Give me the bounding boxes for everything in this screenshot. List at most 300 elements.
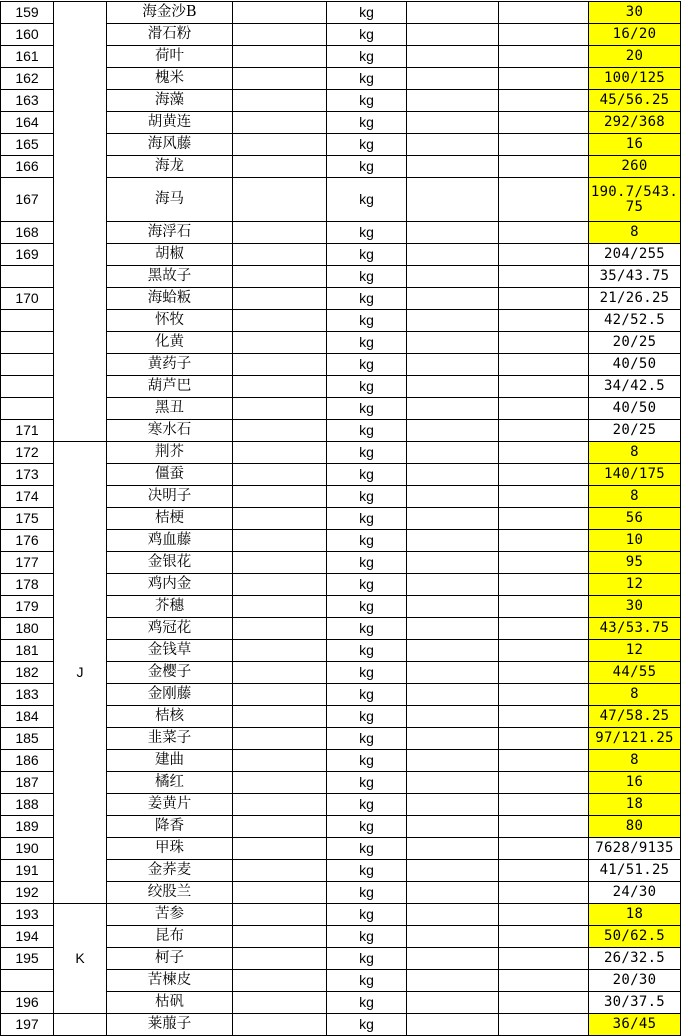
item-name-cell[interactable]: 金银花 xyxy=(107,552,233,574)
row-number-cell[interactable]: 166 xyxy=(1,156,54,178)
empty-cell[interactable] xyxy=(407,970,499,992)
empty-cell[interactable] xyxy=(407,574,499,596)
row-number-cell[interactable]: 177 xyxy=(1,552,54,574)
item-name-cell[interactable]: 苦楝皮 xyxy=(107,970,233,992)
highlighted-price-cell[interactable]: 12 xyxy=(589,640,681,662)
item-name-cell[interactable]: 荷叶 xyxy=(107,46,233,68)
empty-cell[interactable] xyxy=(233,24,327,46)
unit-cell[interactable]: kg xyxy=(327,684,407,706)
empty-cell[interactable] xyxy=(233,1014,327,1036)
item-name-cell[interactable]: 金樱子 xyxy=(107,662,233,684)
empty-cell[interactable] xyxy=(233,486,327,508)
empty-cell[interactable] xyxy=(407,112,499,134)
price-cell[interactable]: 20/25 xyxy=(589,420,681,442)
highlighted-price-cell[interactable]: 8 xyxy=(589,442,681,464)
highlighted-price-cell[interactable]: 140/175 xyxy=(589,464,681,486)
empty-cell[interactable] xyxy=(499,134,589,156)
empty-cell[interactable] xyxy=(407,46,499,68)
unit-cell[interactable]: kg xyxy=(327,508,407,530)
highlighted-price-cell[interactable]: 80 xyxy=(589,816,681,838)
empty-cell[interactable] xyxy=(499,728,589,750)
empty-cell[interactable] xyxy=(407,1014,499,1036)
item-name-cell[interactable]: 滑石粉 xyxy=(107,24,233,46)
empty-cell[interactable] xyxy=(233,904,327,926)
row-number-cell[interactable]: 180 xyxy=(1,618,54,640)
unit-cell[interactable]: kg xyxy=(327,376,407,398)
item-name-cell[interactable]: 怀牧 xyxy=(107,310,233,332)
row-number-cell[interactable] xyxy=(1,266,54,288)
highlighted-price-cell[interactable]: 18 xyxy=(589,904,681,926)
unit-cell[interactable]: kg xyxy=(327,266,407,288)
item-name-cell[interactable]: 金钱草 xyxy=(107,640,233,662)
unit-cell[interactable]: kg xyxy=(327,464,407,486)
row-number-cell[interactable]: 162 xyxy=(1,68,54,90)
row-number-cell[interactable]: 193 xyxy=(1,904,54,926)
row-number-cell[interactable] xyxy=(1,354,54,376)
empty-cell[interactable] xyxy=(499,68,589,90)
unit-cell[interactable]: kg xyxy=(327,354,407,376)
empty-cell[interactable] xyxy=(233,310,327,332)
highlighted-price-cell[interactable]: 292/368 xyxy=(589,112,681,134)
empty-cell[interactable] xyxy=(499,926,589,948)
unit-cell[interactable]: kg xyxy=(327,904,407,926)
empty-cell[interactable] xyxy=(499,552,589,574)
row-number-cell[interactable]: 183 xyxy=(1,684,54,706)
empty-cell[interactable] xyxy=(499,596,589,618)
item-name-cell[interactable]: 桔核 xyxy=(107,706,233,728)
row-number-cell[interactable]: 175 xyxy=(1,508,54,530)
empty-cell[interactable] xyxy=(407,838,499,860)
empty-cell[interactable] xyxy=(233,948,327,970)
empty-cell[interactable] xyxy=(407,728,499,750)
empty-cell[interactable] xyxy=(407,90,499,112)
empty-cell[interactable] xyxy=(407,706,499,728)
item-name-cell[interactable]: 胡黄连 xyxy=(107,112,233,134)
empty-cell[interactable] xyxy=(499,2,589,24)
unit-cell[interactable]: kg xyxy=(327,728,407,750)
row-number-cell[interactable]: 176 xyxy=(1,530,54,552)
row-number-cell[interactable]: 194 xyxy=(1,926,54,948)
unit-cell[interactable]: kg xyxy=(327,24,407,46)
unit-cell[interactable]: kg xyxy=(327,882,407,904)
empty-cell[interactable] xyxy=(233,706,327,728)
item-name-cell[interactable]: 芥穗 xyxy=(107,596,233,618)
empty-cell[interactable] xyxy=(233,860,327,882)
empty-cell[interactable] xyxy=(233,728,327,750)
empty-cell[interactable] xyxy=(233,464,327,486)
empty-cell[interactable] xyxy=(499,618,589,640)
empty-cell[interactable] xyxy=(499,310,589,332)
empty-cell[interactable] xyxy=(407,332,499,354)
item-name-cell[interactable]: 绞股兰 xyxy=(107,882,233,904)
unit-cell[interactable]: kg xyxy=(327,1014,407,1036)
row-number-cell[interactable]: 197 xyxy=(1,1014,54,1036)
item-name-cell[interactable]: 海龙 xyxy=(107,156,233,178)
empty-cell[interactable] xyxy=(233,508,327,530)
group-letter-cell[interactable] xyxy=(54,2,107,442)
empty-cell[interactable] xyxy=(499,376,589,398)
highlighted-price-cell[interactable]: 260 xyxy=(589,156,681,178)
unit-cell[interactable]: kg xyxy=(327,574,407,596)
empty-cell[interactable] xyxy=(233,970,327,992)
empty-cell[interactable] xyxy=(407,398,499,420)
empty-cell[interactable] xyxy=(407,156,499,178)
empty-cell[interactable] xyxy=(499,882,589,904)
unit-cell[interactable]: kg xyxy=(327,46,407,68)
empty-cell[interactable] xyxy=(499,332,589,354)
empty-cell[interactable] xyxy=(233,178,327,222)
empty-cell[interactable] xyxy=(233,926,327,948)
empty-cell[interactable] xyxy=(407,376,499,398)
item-name-cell[interactable]: 鸡内金 xyxy=(107,574,233,596)
empty-cell[interactable] xyxy=(233,134,327,156)
empty-cell[interactable] xyxy=(407,2,499,24)
group-letter-cell[interactable]: J xyxy=(54,442,107,904)
unit-cell[interactable]: kg xyxy=(327,552,407,574)
unit-cell[interactable]: kg xyxy=(327,486,407,508)
highlighted-price-cell[interactable]: 8 xyxy=(589,222,681,244)
empty-cell[interactable] xyxy=(499,530,589,552)
empty-cell[interactable] xyxy=(233,640,327,662)
unit-cell[interactable]: kg xyxy=(327,970,407,992)
empty-cell[interactable] xyxy=(233,662,327,684)
row-number-cell[interactable]: 169 xyxy=(1,244,54,266)
empty-cell[interactable] xyxy=(499,574,589,596)
unit-cell[interactable]: kg xyxy=(327,772,407,794)
unit-cell[interactable]: kg xyxy=(327,332,407,354)
unit-cell[interactable]: kg xyxy=(327,420,407,442)
row-number-cell[interactable]: 185 xyxy=(1,728,54,750)
empty-cell[interactable] xyxy=(233,376,327,398)
row-number-cell[interactable]: 178 xyxy=(1,574,54,596)
empty-cell[interactable] xyxy=(499,970,589,992)
empty-cell[interactable] xyxy=(499,442,589,464)
item-name-cell[interactable]: 降香 xyxy=(107,816,233,838)
empty-cell[interactable] xyxy=(407,794,499,816)
item-name-cell[interactable]: 建曲 xyxy=(107,750,233,772)
price-cell[interactable]: 35/43.75 xyxy=(589,266,681,288)
item-name-cell[interactable]: 化黄 xyxy=(107,332,233,354)
row-number-cell[interactable]: 174 xyxy=(1,486,54,508)
price-cell[interactable]: 204/255 xyxy=(589,244,681,266)
item-name-cell[interactable]: 黄药子 xyxy=(107,354,233,376)
price-cell[interactable]: 21/26.25 xyxy=(589,288,681,310)
empty-cell[interactable] xyxy=(407,750,499,772)
item-name-cell[interactable]: 枯矾 xyxy=(107,992,233,1014)
empty-cell[interactable] xyxy=(499,46,589,68)
row-number-cell[interactable]: 189 xyxy=(1,816,54,838)
row-number-cell[interactable]: 184 xyxy=(1,706,54,728)
empty-cell[interactable] xyxy=(407,618,499,640)
empty-cell[interactable] xyxy=(499,706,589,728)
empty-cell[interactable] xyxy=(499,794,589,816)
empty-cell[interactable] xyxy=(407,420,499,442)
highlighted-price-cell[interactable]: 8 xyxy=(589,750,681,772)
empty-cell[interactable] xyxy=(233,266,327,288)
empty-cell[interactable] xyxy=(499,354,589,376)
item-name-cell[interactable]: 金荞麦 xyxy=(107,860,233,882)
empty-cell[interactable] xyxy=(499,1014,589,1036)
highlighted-price-cell[interactable]: 44/55 xyxy=(589,662,681,684)
price-cell[interactable]: 34/42.5 xyxy=(589,376,681,398)
price-cell[interactable]: 7628/9135 xyxy=(589,838,681,860)
empty-cell[interactable] xyxy=(499,816,589,838)
empty-cell[interactable] xyxy=(233,816,327,838)
price-cell[interactable]: 20/30 xyxy=(589,970,681,992)
empty-cell[interactable] xyxy=(407,266,499,288)
row-number-cell[interactable]: 186 xyxy=(1,750,54,772)
empty-cell[interactable] xyxy=(407,288,499,310)
empty-cell[interactable] xyxy=(233,398,327,420)
row-number-cell[interactable]: 171 xyxy=(1,420,54,442)
unit-cell[interactable]: kg xyxy=(327,926,407,948)
item-name-cell[interactable]: 葫芦巴 xyxy=(107,376,233,398)
empty-cell[interactable] xyxy=(407,596,499,618)
item-name-cell[interactable]: 荆芥 xyxy=(107,442,233,464)
empty-cell[interactable] xyxy=(407,684,499,706)
unit-cell[interactable]: kg xyxy=(327,640,407,662)
row-number-cell[interactable]: 164 xyxy=(1,112,54,134)
unit-cell[interactable]: kg xyxy=(327,706,407,728)
empty-cell[interactable] xyxy=(233,618,327,640)
empty-cell[interactable] xyxy=(499,244,589,266)
highlighted-price-cell[interactable]: 47/58.25 xyxy=(589,706,681,728)
item-name-cell[interactable]: 海藻 xyxy=(107,90,233,112)
empty-cell[interactable] xyxy=(499,90,589,112)
item-name-cell[interactable]: 决明子 xyxy=(107,486,233,508)
unit-cell[interactable]: kg xyxy=(327,310,407,332)
empty-cell[interactable] xyxy=(233,574,327,596)
empty-cell[interactable] xyxy=(407,134,499,156)
row-number-cell[interactable]: 159 xyxy=(1,2,54,24)
item-name-cell[interactable]: 僵蚕 xyxy=(107,464,233,486)
item-name-cell[interactable]: 胡椒 xyxy=(107,244,233,266)
highlighted-price-cell[interactable]: 12 xyxy=(589,574,681,596)
empty-cell[interactable] xyxy=(499,288,589,310)
row-number-cell[interactable] xyxy=(1,332,54,354)
highlighted-price-cell[interactable]: 18 xyxy=(589,794,681,816)
row-number-cell[interactable]: 181 xyxy=(1,640,54,662)
row-number-cell[interactable]: 160 xyxy=(1,24,54,46)
group-letter-cell[interactable]: K xyxy=(54,904,107,1014)
row-number-cell[interactable] xyxy=(1,376,54,398)
empty-cell[interactable] xyxy=(233,90,327,112)
row-number-cell[interactable]: 187 xyxy=(1,772,54,794)
empty-cell[interactable] xyxy=(499,420,589,442)
item-name-cell[interactable]: 寒水石 xyxy=(107,420,233,442)
price-cell[interactable]: 20/25 xyxy=(589,332,681,354)
empty-cell[interactable] xyxy=(407,442,499,464)
empty-cell[interactable] xyxy=(233,684,327,706)
empty-cell[interactable] xyxy=(499,156,589,178)
highlighted-price-cell[interactable]: 43/53.75 xyxy=(589,618,681,640)
empty-cell[interactable] xyxy=(233,442,327,464)
empty-cell[interactable] xyxy=(407,244,499,266)
unit-cell[interactable]: kg xyxy=(327,398,407,420)
unit-cell[interactable]: kg xyxy=(327,134,407,156)
highlighted-price-cell[interactable]: 45/56.25 xyxy=(589,90,681,112)
price-cell[interactable]: 40/50 xyxy=(589,398,681,420)
empty-cell[interactable] xyxy=(233,530,327,552)
price-cell[interactable]: 30/37.5 xyxy=(589,992,681,1014)
item-name-cell[interactable]: 海浮石 xyxy=(107,222,233,244)
item-name-cell[interactable]: 橘红 xyxy=(107,772,233,794)
group-letter-cell[interactable] xyxy=(54,1014,107,1036)
row-number-cell[interactable] xyxy=(1,398,54,420)
highlighted-price-cell[interactable]: 95 xyxy=(589,552,681,574)
empty-cell[interactable] xyxy=(407,354,499,376)
row-number-cell[interactable]: 172 xyxy=(1,442,54,464)
empty-cell[interactable] xyxy=(499,904,589,926)
unit-cell[interactable]: kg xyxy=(327,596,407,618)
highlighted-price-cell[interactable]: 97/121.25 xyxy=(589,728,681,750)
highlighted-price-cell[interactable]: 16 xyxy=(589,772,681,794)
empty-cell[interactable] xyxy=(407,992,499,1014)
item-name-cell[interactable]: 莱菔子 xyxy=(107,1014,233,1036)
row-number-cell[interactable]: 161 xyxy=(1,46,54,68)
row-number-cell[interactable]: 173 xyxy=(1,464,54,486)
empty-cell[interactable] xyxy=(233,222,327,244)
row-number-cell[interactable]: 195 xyxy=(1,948,54,970)
item-name-cell[interactable]: 海风藤 xyxy=(107,134,233,156)
highlighted-price-cell[interactable]: 16/20 xyxy=(589,24,681,46)
empty-cell[interactable] xyxy=(407,552,499,574)
price-cell[interactable]: 42/52.5 xyxy=(589,310,681,332)
unit-cell[interactable]: kg xyxy=(327,794,407,816)
empty-cell[interactable] xyxy=(499,266,589,288)
empty-cell[interactable] xyxy=(233,68,327,90)
empty-cell[interactable] xyxy=(233,354,327,376)
item-name-cell[interactable]: 昆布 xyxy=(107,926,233,948)
row-number-cell[interactable] xyxy=(1,970,54,992)
highlighted-price-cell[interactable]: 50/62.5 xyxy=(589,926,681,948)
empty-cell[interactable] xyxy=(499,992,589,1014)
unit-cell[interactable]: kg xyxy=(327,816,407,838)
highlighted-price-cell[interactable]: 56 xyxy=(589,508,681,530)
item-name-cell[interactable]: 甲珠 xyxy=(107,838,233,860)
row-number-cell[interactable]: 196 xyxy=(1,992,54,1014)
empty-cell[interactable] xyxy=(499,178,589,222)
empty-cell[interactable] xyxy=(233,332,327,354)
price-cell[interactable]: 40/50 xyxy=(589,354,681,376)
empty-cell[interactable] xyxy=(407,816,499,838)
empty-cell[interactable] xyxy=(233,112,327,134)
row-number-cell[interactable]: 165 xyxy=(1,134,54,156)
price-cell[interactable]: 41/51.25 xyxy=(589,860,681,882)
empty-cell[interactable] xyxy=(233,838,327,860)
empty-cell[interactable] xyxy=(499,24,589,46)
empty-cell[interactable] xyxy=(499,112,589,134)
row-number-cell[interactable]: 179 xyxy=(1,596,54,618)
row-number-cell[interactable]: 170 xyxy=(1,288,54,310)
empty-cell[interactable] xyxy=(407,178,499,222)
unit-cell[interactable]: kg xyxy=(327,112,407,134)
empty-cell[interactable] xyxy=(499,860,589,882)
empty-cell[interactable] xyxy=(233,420,327,442)
empty-cell[interactable] xyxy=(407,464,499,486)
empty-cell[interactable] xyxy=(407,882,499,904)
highlighted-price-cell[interactable]: 10 xyxy=(589,530,681,552)
item-name-cell[interactable]: 鸡血藤 xyxy=(107,530,233,552)
unit-cell[interactable]: kg xyxy=(327,68,407,90)
unit-cell[interactable]: kg xyxy=(327,156,407,178)
row-number-cell[interactable]: 182 xyxy=(1,662,54,684)
unit-cell[interactable]: kg xyxy=(327,530,407,552)
unit-cell[interactable]: kg xyxy=(327,442,407,464)
row-number-cell[interactable]: 168 xyxy=(1,222,54,244)
unit-cell[interactable]: kg xyxy=(327,288,407,310)
empty-cell[interactable] xyxy=(233,882,327,904)
empty-cell[interactable] xyxy=(233,750,327,772)
highlighted-price-cell[interactable]: 16 xyxy=(589,134,681,156)
unit-cell[interactable]: kg xyxy=(327,860,407,882)
price-cell[interactable]: 26/32.5 xyxy=(589,948,681,970)
row-number-cell[interactable]: 191 xyxy=(1,860,54,882)
item-name-cell[interactable]: 黑故子 xyxy=(107,266,233,288)
empty-cell[interactable] xyxy=(233,992,327,1014)
unit-cell[interactable]: kg xyxy=(327,662,407,684)
item-name-cell[interactable]: 金刚藤 xyxy=(107,684,233,706)
row-number-cell[interactable]: 192 xyxy=(1,882,54,904)
empty-cell[interactable] xyxy=(499,398,589,420)
empty-cell[interactable] xyxy=(407,860,499,882)
item-name-cell[interactable]: 姜黄片 xyxy=(107,794,233,816)
unit-cell[interactable]: kg xyxy=(327,222,407,244)
item-name-cell[interactable]: 苦参 xyxy=(107,904,233,926)
unit-cell[interactable]: kg xyxy=(327,244,407,266)
empty-cell[interactable] xyxy=(407,926,499,948)
item-name-cell[interactable]: 桔梗 xyxy=(107,508,233,530)
row-number-cell[interactable]: 190 xyxy=(1,838,54,860)
unit-cell[interactable]: kg xyxy=(327,178,407,222)
empty-cell[interactable] xyxy=(499,838,589,860)
empty-cell[interactable] xyxy=(499,464,589,486)
empty-cell[interactable] xyxy=(499,772,589,794)
empty-cell[interactable] xyxy=(407,662,499,684)
empty-cell[interactable] xyxy=(499,222,589,244)
empty-cell[interactable] xyxy=(233,288,327,310)
highlighted-price-cell[interactable]: 8 xyxy=(589,486,681,508)
row-number-cell[interactable]: 167 xyxy=(1,178,54,222)
unit-cell[interactable]: kg xyxy=(327,618,407,640)
empty-cell[interactable] xyxy=(233,2,327,24)
row-number-cell[interactable]: 188 xyxy=(1,794,54,816)
empty-cell[interactable] xyxy=(407,530,499,552)
empty-cell[interactable] xyxy=(499,750,589,772)
row-number-cell[interactable] xyxy=(1,310,54,332)
empty-cell[interactable] xyxy=(499,684,589,706)
unit-cell[interactable]: kg xyxy=(327,992,407,1014)
highlighted-price-cell[interactable]: 100/125 xyxy=(589,68,681,90)
item-name-cell[interactable]: 柯子 xyxy=(107,948,233,970)
highlighted-price-cell[interactable]: 190.7/543.75 xyxy=(589,178,681,222)
item-name-cell[interactable]: 海蛤粄 xyxy=(107,288,233,310)
unit-cell[interactable]: kg xyxy=(327,90,407,112)
item-name-cell[interactable]: 鸡冠花 xyxy=(107,618,233,640)
unit-cell[interactable]: kg xyxy=(327,750,407,772)
empty-cell[interactable] xyxy=(407,24,499,46)
empty-cell[interactable] xyxy=(233,794,327,816)
empty-cell[interactable] xyxy=(407,508,499,530)
empty-cell[interactable] xyxy=(233,772,327,794)
empty-cell[interactable] xyxy=(407,222,499,244)
empty-cell[interactable] xyxy=(233,552,327,574)
unit-cell[interactable]: kg xyxy=(327,838,407,860)
empty-cell[interactable] xyxy=(407,310,499,332)
empty-cell[interactable] xyxy=(407,486,499,508)
empty-cell[interactable] xyxy=(233,244,327,266)
item-name-cell[interactable]: 海马 xyxy=(107,178,233,222)
